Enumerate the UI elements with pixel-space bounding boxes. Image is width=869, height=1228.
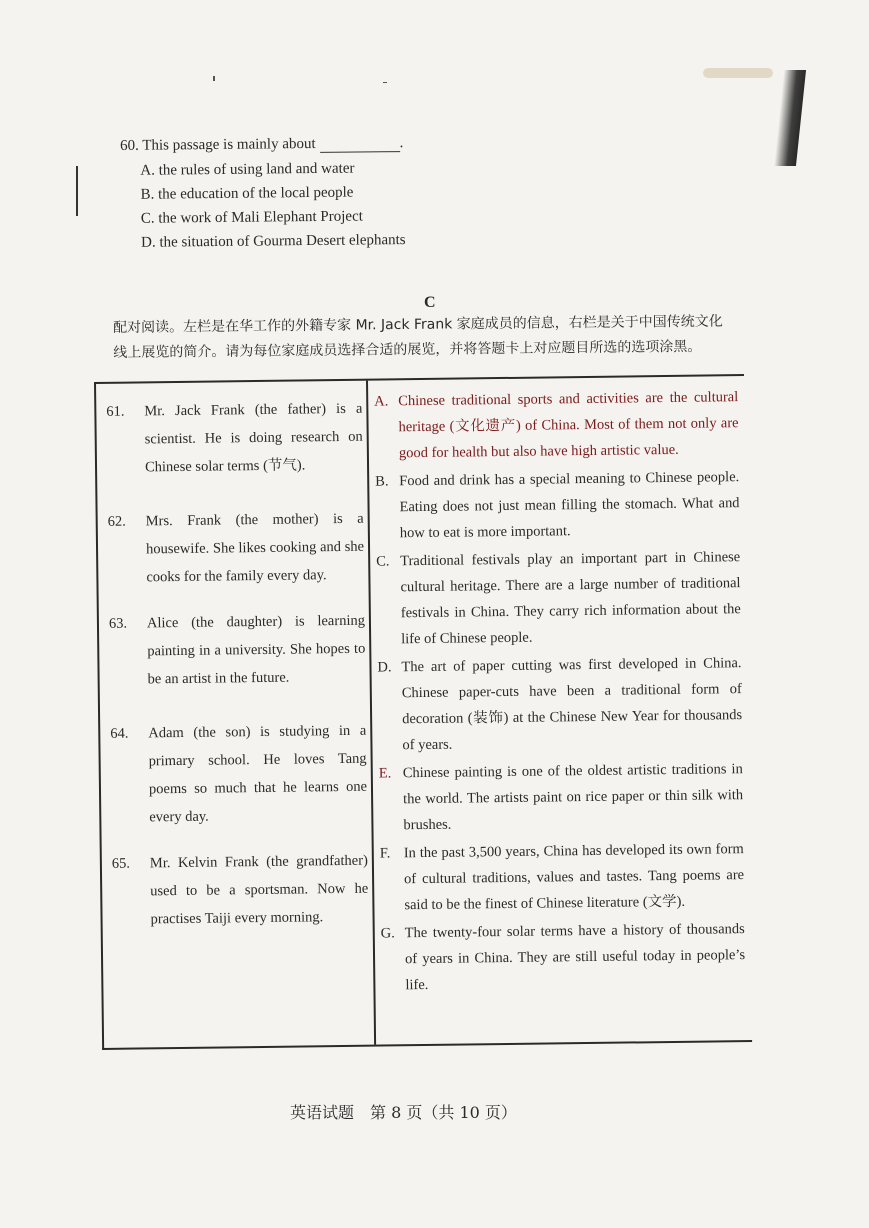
scan-speck <box>383 82 387 83</box>
exhibit-e <box>379 756 744 838</box>
scan-corner-shadow <box>774 70 806 166</box>
person-description: Mrs. Frank (the mother) is a housewife. She likes cooking and she cooks for the family every day. <box>145 510 365 586</box>
exhibit-description: In the past 3,500 years, China has developed its own form of cultural traditions, values and tastes. Tang poems are said to be the finest of Chinese literature (文学). <box>403 841 745 914</box>
exhibit-f <box>380 836 745 918</box>
person-61 <box>106 395 363 482</box>
person-description: Alice (the daughter) is learning painting in a university. She hopes to be an artist in the future. <box>146 612 366 688</box>
person-number: 62. <box>107 513 126 530</box>
person-number: 65. <box>111 855 131 872</box>
question-60-stem: 60. This passage is mainly about . <box>120 135 404 154</box>
exhibit-d <box>377 650 742 758</box>
person-number: 61. <box>106 403 125 420</box>
column-divider <box>366 381 376 1045</box>
exhibit-letter: C. <box>376 553 390 570</box>
exhibit-description: Chinese painting is one of the oldest artistic traditions in the world. The artists paint on rice paper or thin silk with brushes. <box>402 761 744 834</box>
person-description: Mr. Jack Frank (the father) is a scientist. He is doing research on Chinese solar terms (节气). <box>144 400 363 476</box>
exhibit-g <box>381 916 746 998</box>
exhibit-c <box>376 544 741 652</box>
person-63 <box>109 607 366 694</box>
person-number: 64. <box>110 725 129 742</box>
people-column <box>106 395 369 934</box>
matching-table <box>94 374 752 1050</box>
person-64 <box>110 717 367 832</box>
exhibit-description: Food and drink has a special meaning to Chinese people. Eating does not just mean filling the stomach. What and how to eat is more important. <box>399 469 740 542</box>
exhibit-letter: A. <box>374 393 389 410</box>
exhibit-description: The twenty-four solar terms have a history of thousands of years in China. They are still useful today in people’s life. <box>404 921 746 994</box>
question-60 <box>120 135 406 259</box>
exhibit-b <box>375 464 740 546</box>
scan-speck <box>213 76 215 81</box>
exhibit-description: Traditional festivals play an important part in Chinese cultural heritage. There are a large number of traditional festivals in China. They carry rich information about the life of Chinese people. <box>400 549 741 648</box>
page-footer: 英语试题 第 8 页（共 10 页） <box>290 1103 517 1122</box>
person-description: Mr. Kelvin Frank (the grandfather) used to be a sportsman. Now he practises Taiji every morning. <box>149 852 369 928</box>
exhibit-description: Chinese traditional sports and activities are the cultural heritage (文化遗产) of China. Most of them not only are good for health but also have high artistic value. <box>398 389 739 462</box>
question-60-option-d: D. the situation of Gourma Desert elephants <box>141 232 406 251</box>
exhibit-letter: F. <box>379 845 391 862</box>
exhibit-letter: G. <box>380 925 395 942</box>
question-60-option-c: C. the work of Mali Elephant Project <box>140 208 363 227</box>
exhibit-a <box>374 384 739 466</box>
exhibits-column <box>374 384 745 1000</box>
person-65 <box>112 847 369 934</box>
scan-smudge <box>703 68 773 78</box>
answer-blank <box>320 151 400 153</box>
section-instructions: 配对阅读。左栏是在华工作的外籍专家 Mr. Jack Frank 家庭成员的信息，右栏是关于中国传统文化线上展览的简介。请为每位家庭成员选择合适的展览，并将答题卡上对应题目所选的选项涂黑。 <box>113 313 723 361</box>
exhibit-letter: B. <box>375 473 389 490</box>
person-62 <box>108 505 365 592</box>
person-description: Adam (the son) is studying in a primary school. He loves Tang poems so much that he learns one every day. <box>148 722 368 826</box>
section-letter: C <box>424 294 436 311</box>
scan-margin-mark <box>76 166 78 216</box>
exhibit-letter: E. <box>378 765 392 782</box>
exhibit-description: The art of paper cutting was first developed in China. Chinese paper-cuts have been a traditional form of decoration (装饰) at the Chinese New Year for thousands of years. <box>401 655 743 754</box>
question-60-option-a: A. the rules of using land and water <box>140 160 355 179</box>
exhibit-letter: D. <box>377 659 392 676</box>
person-number: 63. <box>108 615 128 632</box>
question-60-text: 60. This passage is mainly about <box>120 135 316 154</box>
question-60-option-b: B. the education of the local people <box>140 184 354 203</box>
